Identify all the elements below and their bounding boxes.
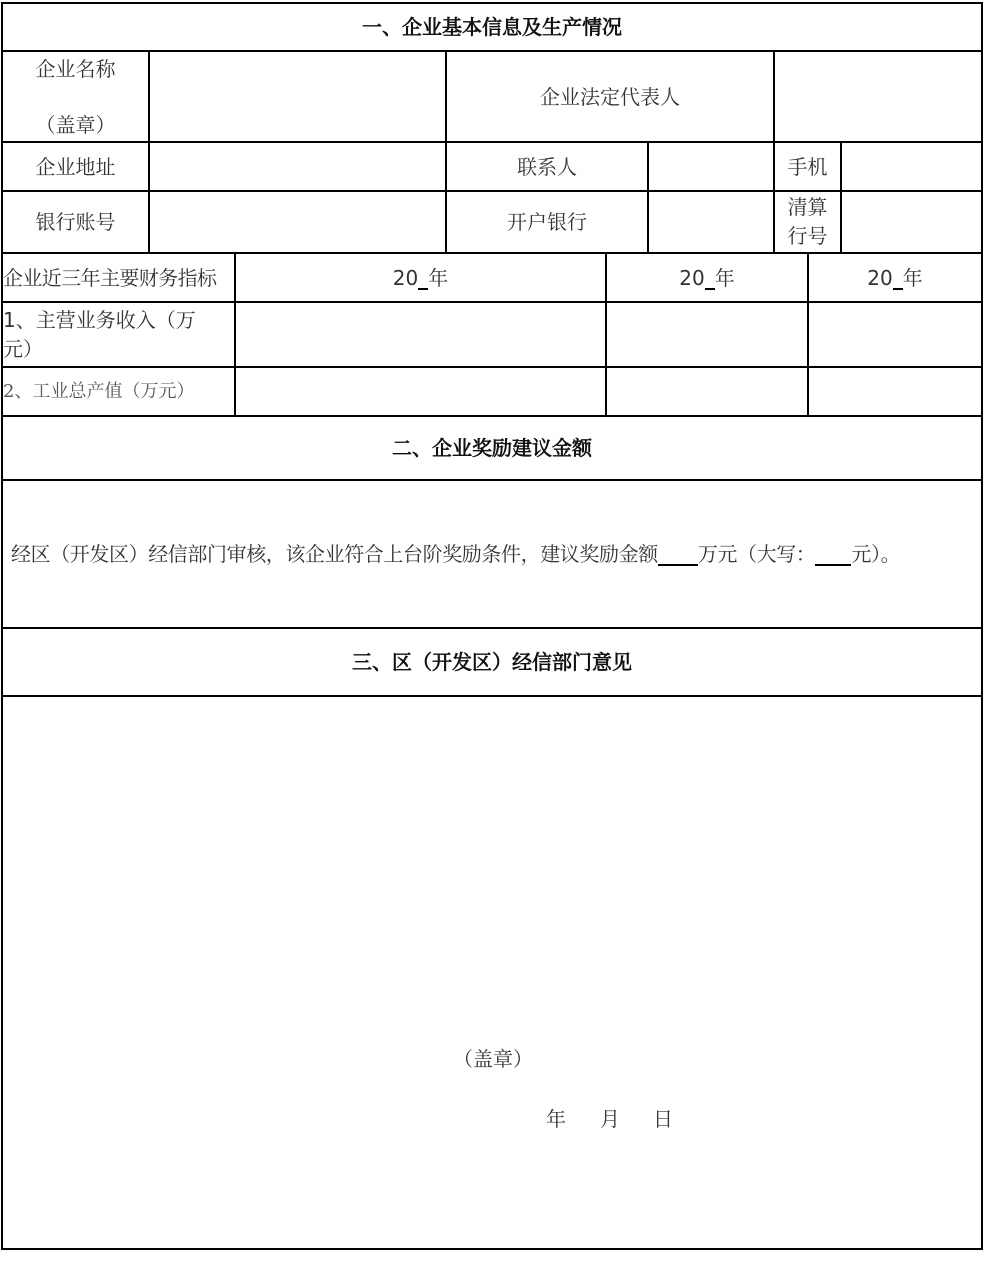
indicators-label: 企业近三年主要财务指标 [3, 265, 217, 290]
contact-label: 联系人 [517, 154, 577, 179]
opinion-seal: （盖章） [453, 1047, 533, 1071]
revenue-year1-field[interactable] [236, 303, 605, 366]
seal-label: （盖章） [35, 113, 116, 137]
output-label: 2、工业总产值（万元） [3, 380, 195, 402]
bank-label: 开户银行 [507, 210, 587, 234]
output-year3-field[interactable] [809, 368, 981, 415]
legal-rep-field[interactable] [775, 52, 981, 141]
year-header-3: 20 年 [867, 265, 923, 290]
year-blank-1[interactable] [418, 266, 428, 290]
output-year1-field[interactable] [236, 368, 605, 415]
phone-field[interactable] [842, 143, 981, 190]
contact-field[interactable] [649, 143, 773, 190]
address-label: 企业地址 [35, 154, 116, 179]
company-name-label-cell [3, 52, 148, 141]
year-header-1: 20 年 [392, 265, 449, 290]
bank-account-label: 银行账号 [35, 210, 116, 234]
date-month: 月 [600, 1107, 620, 1131]
bank-field[interactable] [649, 192, 773, 252]
section2-title: 二、企业奖励建议金额 [392, 436, 592, 460]
clearing-field[interactable] [842, 192, 981, 252]
year-blank-2[interactable] [705, 266, 715, 290]
revenue-year2-field[interactable] [607, 303, 807, 366]
section3-title: 三、区（开发区）经信部门意见 [352, 650, 632, 674]
year-blank-3[interactable] [893, 266, 903, 290]
company-name-field[interactable] [150, 52, 445, 141]
application-form [1, 2, 983, 1250]
address-field[interactable] [150, 143, 445, 190]
date-year: 年 [546, 1107, 566, 1131]
company-name-label: 企业名称 [35, 57, 116, 81]
revenue-year3-field[interactable] [809, 303, 981, 366]
legal-rep-label: 企业法定代表人 [540, 84, 680, 109]
output-year2-field[interactable] [607, 368, 807, 415]
date-day: 日 [653, 1107, 673, 1131]
amount-uppercase-blank[interactable] [815, 542, 851, 566]
reward-statement: 经区（开发区）经信部门审核，该企业符合上台阶奖励条件，建议奖励金额 万元（大写： 元）。 [11, 542, 901, 566]
revenue-label: 1、主营业务收入（万元） [3, 307, 196, 361]
opinion-area[interactable] [3, 697, 981, 1248]
phone-label: 手机 [787, 154, 828, 179]
year-header-2: 20 年 [679, 265, 735, 290]
section1-title: 一、企业基本信息及生产情况 [362, 15, 622, 39]
bank-account-field[interactable] [150, 192, 445, 252]
clearing-label: 清算行号 [787, 195, 828, 248]
amount-blank[interactable] [658, 542, 698, 566]
